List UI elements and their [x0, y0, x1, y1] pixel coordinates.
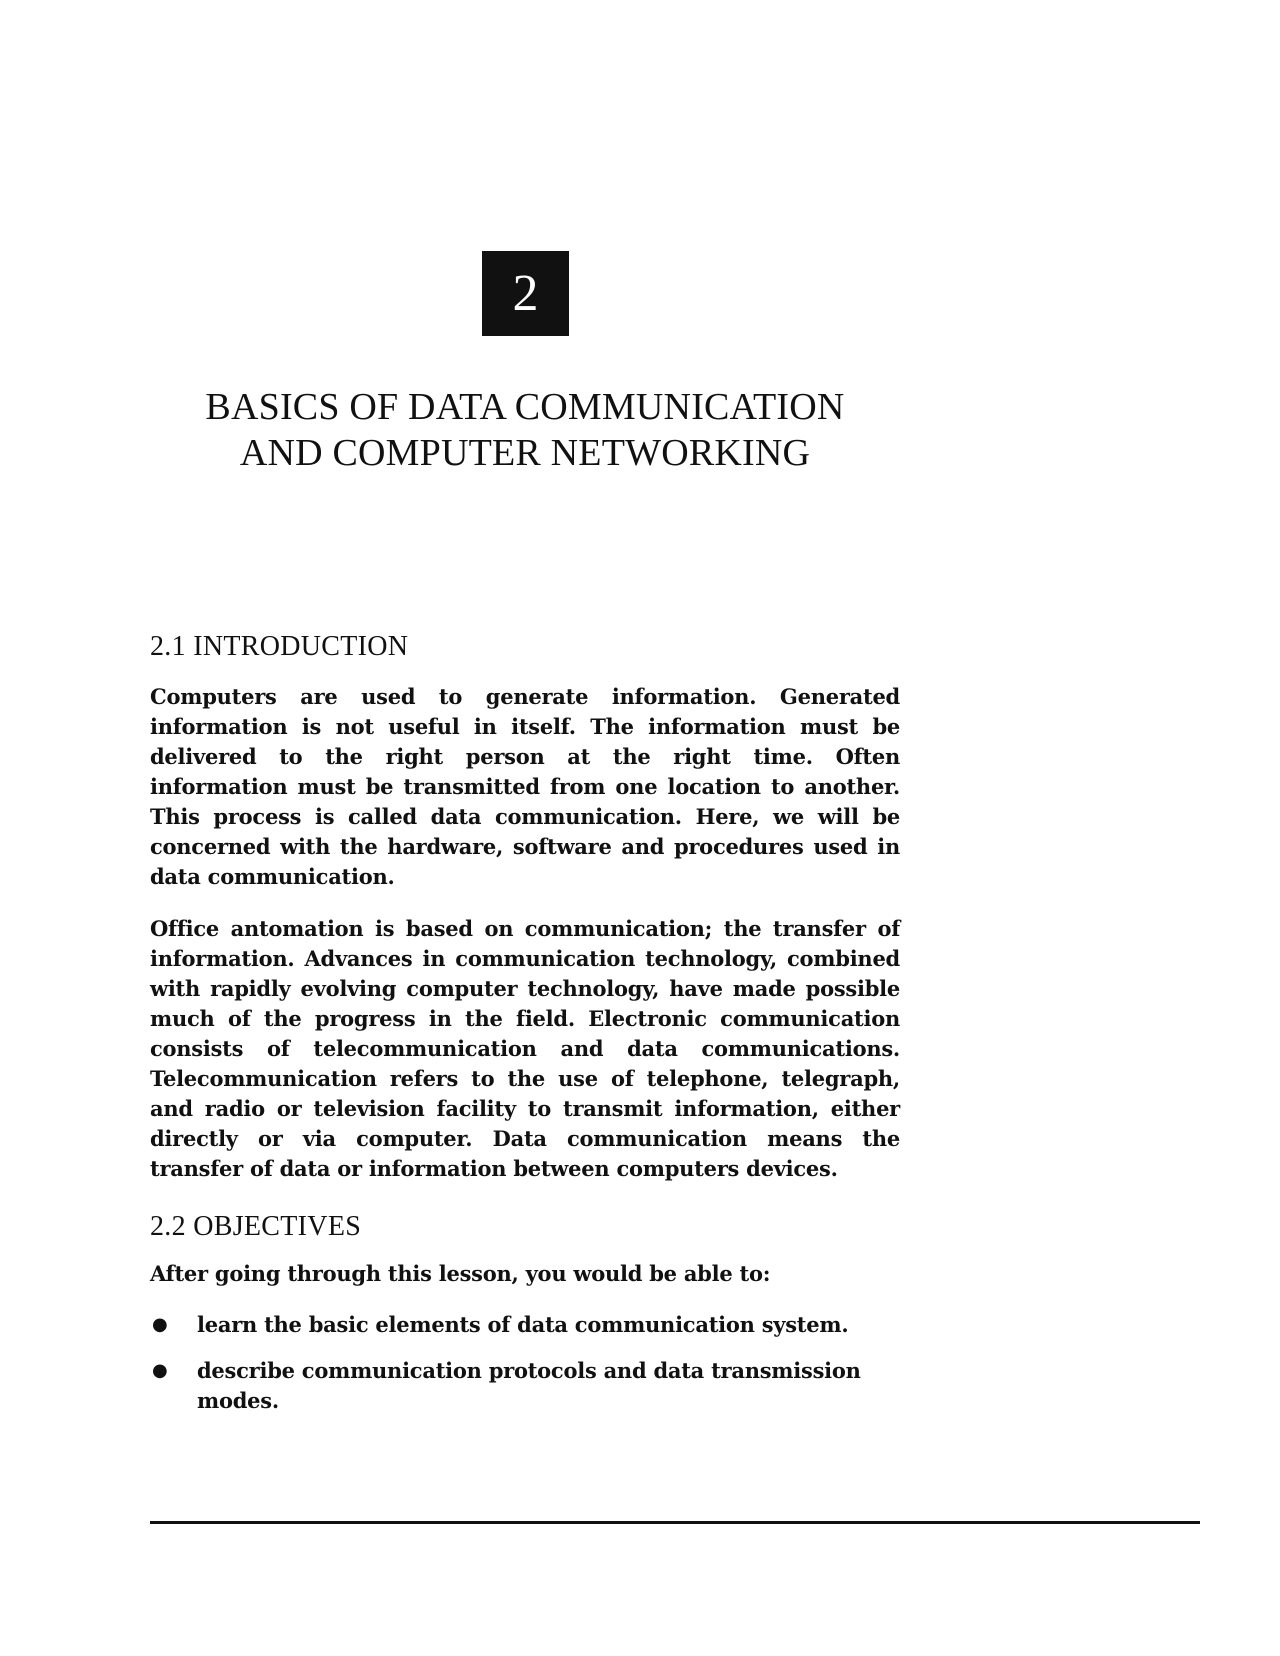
chapter-title [150, 384, 900, 476]
list-item-text: describe communication protocols and data transmission modes. [197, 1358, 861, 1413]
chapter-title-line-2: AND COMPUTER NETWORKING [239, 432, 811, 474]
intro-paragraph-2: Office antomation is based on communication; the transfer of information. Advances in communication technology, combined with rapidly evolving computer technology, have made possible much of the progress in the field. Electronic communication consists of telecommunication and data communications. Telecommunication refers to the use of telephone, telegraph, and radio or television facility to transmit information, either directly or via computer. Data communication means the transfer of data or information between computers devices. [150, 916, 900, 1181]
chapter-title-line-1: BASICS OF DATA COMMUNICATION [205, 386, 845, 428]
section-heading-introduction: 2.1 INTRODUCTION [150, 631, 409, 662]
list-item-text: learn the basic elements of data communication system. [197, 1312, 849, 1337]
objectives-list [150, 1310, 900, 1432]
intro-paragraph-1: Computers are used to generate information. Generated information is not useful in itself. The information must be delivered to the right person at the right time. Often information must be transmitted from one location to another. This process is called data communication. Here, we will be concerned with the hardware, software and procedures used in data communication. [150, 684, 900, 889]
objectives-intro: After going through this lesson, you would be able to: [150, 1261, 771, 1286]
bullet-icon: ● [152, 1360, 168, 1381]
chapter-number-box [482, 251, 569, 336]
footer-divider [150, 1521, 1200, 1524]
bullet-icon: ● [152, 1314, 168, 1335]
list-item [150, 1356, 900, 1416]
section-heading-objectives: 2.2 OBJECTIVES [150, 1211, 362, 1242]
list-item [150, 1310, 900, 1340]
chapter-number: 2 [512, 264, 539, 322]
